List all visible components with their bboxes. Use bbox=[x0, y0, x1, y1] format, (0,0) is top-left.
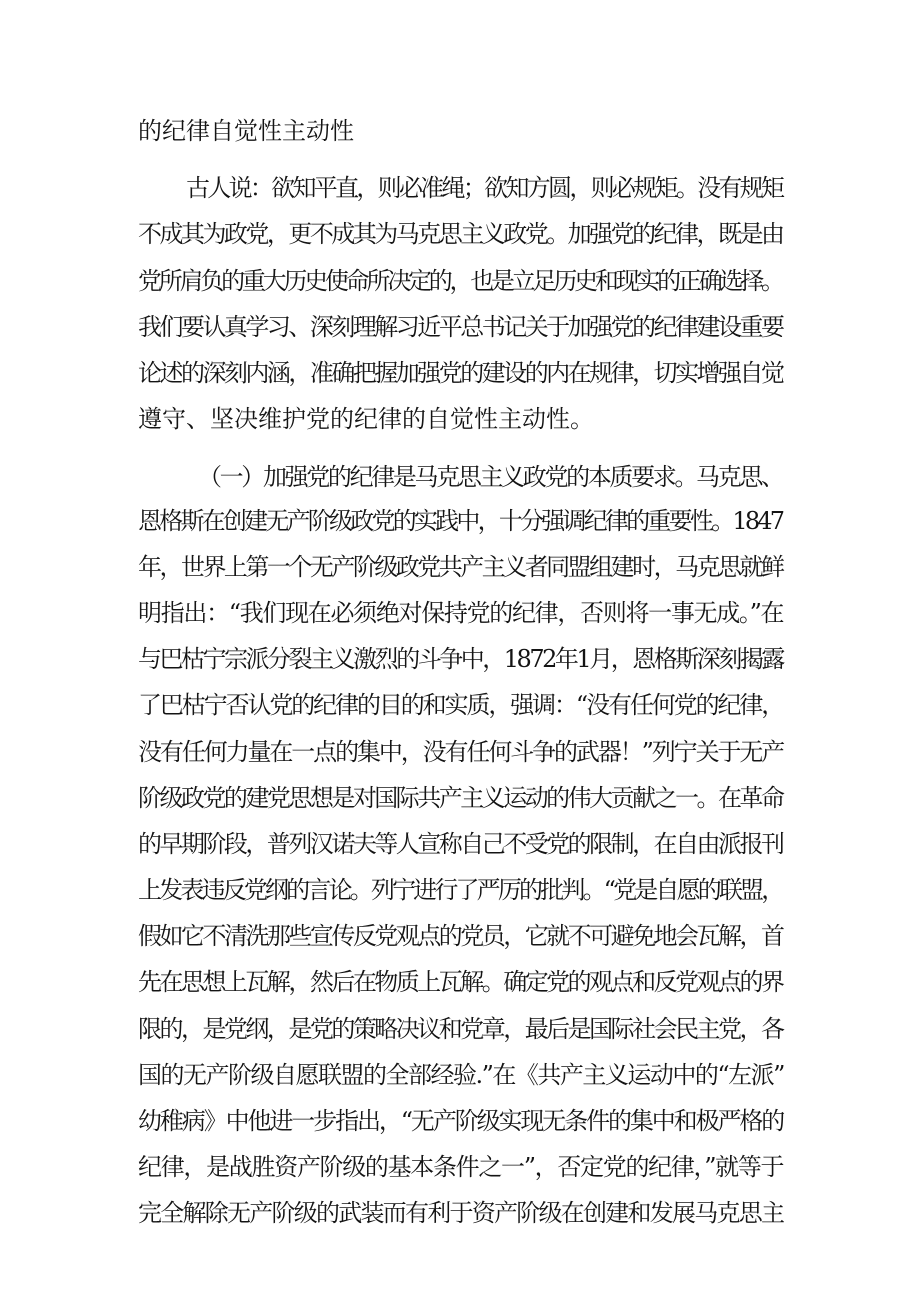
text-line: 完全解除无产阶级的武装而有利于资产阶级在创建和发展马克思主 bbox=[138, 1199, 784, 1227]
text-line: 先在思想上瓦解，然后在物质上瓦解。确定党的观点和反党观点的界 bbox=[138, 968, 783, 996]
text-line: 我们要认真学习、深刻理解习近平总书记关于加强党的纪律建设重要 bbox=[138, 313, 783, 341]
text-line: 年，世界上第一个无产阶级政党共产主义者同盟组建时，马克思就鲜 bbox=[138, 553, 783, 581]
text-line: 与巴枯宁宗派分裂主义激烈的斗争中，1872年1月，恩格斯深刻揭露 bbox=[138, 645, 783, 673]
text-line: 纪律，是战胜资产阶级的基本条件之一”，否定党的纪律，”就等于 bbox=[138, 1153, 784, 1181]
text-line-heading-continuation: 的纪律自觉性主动性 bbox=[138, 117, 354, 145]
text-line: 恩格斯在创建无产阶级政党的实践中，十分强调纪律的重要性。1847 bbox=[138, 507, 783, 535]
text-line: 的早期阶段，普列汉诺夫等人宣称自己不受党的限制，在自由派报刊 bbox=[138, 830, 783, 858]
text-line-section-heading: （一）加强党的纪律是马克思主义政党的本质要求。马克思、 bbox=[198, 463, 783, 491]
text-line: 没有任何力量在一点的集中，没有任何斗争的武器！”列宁关于无产 bbox=[138, 738, 784, 766]
text-line: 幼稚病》中他进一步指出，“无产阶级实现无条件的集中和极严格的 bbox=[138, 1107, 784, 1135]
text-line: 阶级政党的建党思想是对国际共产主义运动的伟大贡献之一。在革命 bbox=[138, 784, 783, 812]
text-line: 国的无产阶级自愿联盟的全部经验.”在《共产主义运动中的“左派” bbox=[138, 1061, 784, 1089]
text-line: 明指出：“我们现在必须绝对保持党的纪律，否则将一事无成。”在 bbox=[138, 599, 784, 627]
text-line: 党所肩负的重大历史使命所决定的，也是立足历史和现实的正确选择。 bbox=[138, 267, 782, 295]
text-line: 上发表违反党纲的言论。列宁进行了严厉的批判。“党是自愿的联盟， bbox=[138, 876, 783, 904]
text-line: 限的，是党纲，是党的策略决议和党章，最后是国际社会民主党，各 bbox=[138, 1015, 783, 1043]
text-line: 遵守、坚决维护党的纪律的自觉性主动性。 bbox=[138, 405, 594, 433]
text-line: 论述的深刻内涵，准确把握加强党的建设的内在规律，切实增强自觉 bbox=[138, 359, 783, 387]
text-line-paragraph-1-start: 古人说：欲知平直，则必准绳；欲知方圆，则必规矩。没有规矩 bbox=[186, 174, 783, 202]
text-line: 不成其为政党，更不成其为马克思主义政党。加强党的纪律，既是由 bbox=[138, 220, 783, 248]
text-line: 了巴枯宁否认党的纪律的目的和实质，强调：“没有任何党的纪律， bbox=[138, 691, 784, 719]
text-line: 假如它不清洗那些宣传反党观点的党员，它就不可避免地会瓦解，首 bbox=[138, 922, 783, 950]
